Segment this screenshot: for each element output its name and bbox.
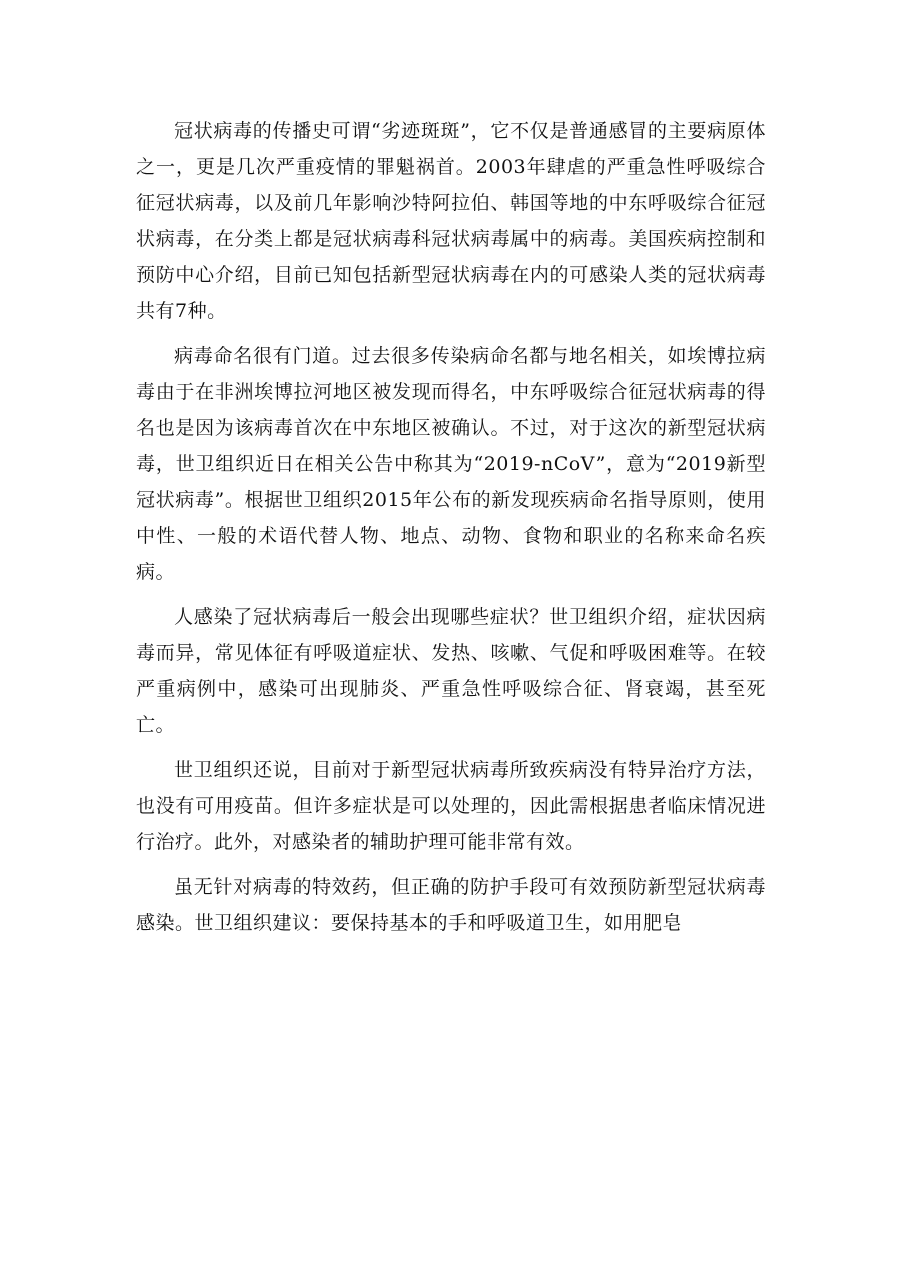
paragraph-5: 虽无针对病毒的特效药，但正确的防护手段可有效预防新型冠状病毒感染。世卫组织建议：要保持基本的手和呼吸道卫生，如用肥皂 [136,876,766,934]
paragraph-4: 世卫组织还说，目前对于新型冠状病毒所致疾病没有特异治疗方法，也没有可用疫苗。但许多症状是可以处理的，因此需根据患者临床情况进行治疗。此外，对感染者的辅助护理可能非常有效。 [136,759,766,853]
document-page [136,113,766,950]
paragraph-3: 人感染了冠状病毒后一般会出现哪些症状？世卫组织介绍，症状因病毒而异，常见体征有呼吸道症状、发热、咳嗽、气促和呼吸困难等。在较严重病例中，感染可出现肺炎、严重急性呼吸综合征、肾衰竭，甚至死亡。 [136,606,766,736]
paragraph-1: 冠状病毒的传播史可谓“劣迹斑斑”，它不仅是普通感冒的主要病原体之一，更是几次严重疫情的罪魁祸首。2003年肆虐的严重急性呼吸综合征冠状病毒，以及前几年影响沙特阿拉伯、韩国等地的中东呼吸综合征冠状病毒，在分类上都是冠状病毒科冠状病毒属中的病毒。美国疾病控制和预防中心介绍，目前已知包括新型冠状病毒在内的可感染人类的冠状病毒共有7种。 [136,120,766,322]
paragraph-2: 病毒命名很有门道。过去很多传染病命名都与地名相关，如埃博拉病毒由于在非洲埃博拉河地区被发现而得名，中东呼吸综合征冠状病毒的得名也是因为该病毒首次在中东地区被确认。不过，对于这次的新型冠状病毒，世卫组织近日在相关公告中称其为“2019-nCoV”，意为“2019新型冠状病毒”。根据世卫组织2015年公布的新发现疾病命名指导原则，使用中性、一般的术语代替人物、地点、动物、食物和职业的名称来命名疾病。 [136,345,766,583]
